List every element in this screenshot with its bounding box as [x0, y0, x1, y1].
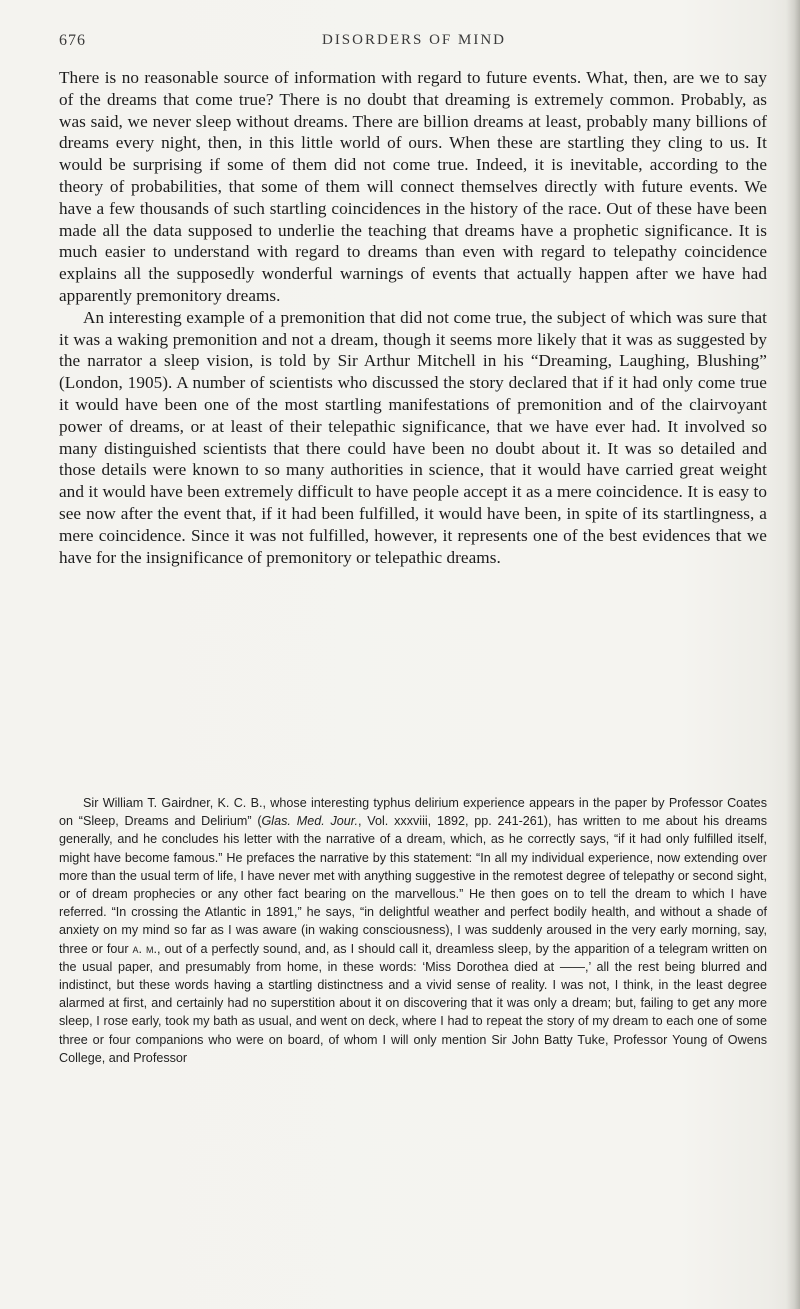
- main-text: [59, 67, 767, 568]
- running-title: DISORDERS OF MIND: [321, 32, 507, 48]
- quote-part-3: , out of a perfectly sound, and, as I should call it, dreamless sleep, by the apparition of a telegram written on the usual paper, and presumably from home, in these words: ‘Miss Dorothea died at ——,’ all the rest being blurred and indistinct, but these words having a startling distinctness and a vivid sense of reality. I was not, I think, in the least degree alarmed at first, and certainly had no superstition about it on discovering that it was only a dream; but, failing to get any more sleep, I rose early, took my bath as usual, and went on deck, where I had to repeat the story of my dream to each one of some three or four companions who were on board, of whom I will only mention Sir John Batty Tuke, Professor Young of Owens College, and Professor: [59, 941, 768, 1065]
- quoted-extract: [59, 794, 767, 1067]
- quote-part-2: , Vol. xxxviii, 1892, pp. 241-261), has written to me about his dreams generally, and he concludes his letter with the narrative of a dream, which, as he correctly says, “if it had only fulfilled itself, might have become famous.” He prefaces the narrative by this statement: “In all my individual experience, now extending over more than the usual term of life, I have never met with anything suggestive in the remotest degree of telepathy or second sight, or of dream prophecies or any other fact bearing on the marvellous.” He then goes on to tell the dream to which I have referred. “In crossing the Atlantic in 1891,” he says, “in delightful weather and perfect bodily health, and without a shade of anxiety on my mind so far as I was aware (in waking consciousness), I was suddenly aroused in the very early morning, say, three or four: [59, 814, 767, 956]
- quoted-paragraph: [59, 794, 767, 1067]
- paragraph-1: There is no reasonable source of information with regard to future events. What, then, are we to say of the dreams that come true? There is no doubt that dreaming is extremely common. Probably, as was said, we never sleep without dreams. There are billion dreams at least, probably many billions of dreams every night, then, in this little world of ours. When these are startling they cling to us. It would be surprising if some of them did not come true. Indeed, it is inevitable, according to the theory of probabilities, that some of them will connect themselves directly with future events. We have a few thousands of such startling coincidences in the history of the race. Out of these have been made all the data supposed to underlie the teaching that dreams have a prophetic significance. It is much easier to understand with regard to dreams than even with regard to telepathy coincidence explains all the supposedly wonderful warnings of events that actually happen after we have had apparently premonitory dreams.: [59, 68, 767, 305]
- running-header: [59, 32, 769, 56]
- paragraph-2: An interesting example of a premonition that did not come true, the subject of which was sure that it was a waking premonition and not a dream, though it seems more likely that it was as suggested by the narrator a sleep vision, is told by Sir Arthur Mitchell in his “Dreaming, Laughing, Blushing” (London, 1905). A number of scientists who discussed the story declared that if it had only come true it would have been one of the most startling manifestations of premonition and of the clairvoyant power of dreams, or at least of their telepathic significance, that we have ever had. It involved so many distinguished scientists that there could have been no doubt about it. It was so detailed and those details were known to so many authorities in science, that it would have carried great weight and it would have been extremely difficult to have people accept it as a mere coincidence. It is easy to see now after the event that, if it had been fulfilled, it would have been, in spite of its startlingness, a mere coincidence. Since it was not fulfilled, however, it represents one of the best evidences that we have for the insignificance of premonitory or telepathic dreams.: [59, 307, 767, 567]
- time-marker: a. m.: [132, 941, 158, 956]
- journal-citation: Glas. Med. Jour.: [261, 814, 359, 829]
- page-number: 676: [59, 32, 86, 49]
- page-edge-shadow: [786, 0, 800, 1309]
- quote-part-1: Sir William T. Gairdner, K. C. B., whose interesting typhus delirium experience appears in the paper by Professor Coates on “Sleep, Dreams and Delirium” (: [59, 796, 767, 829]
